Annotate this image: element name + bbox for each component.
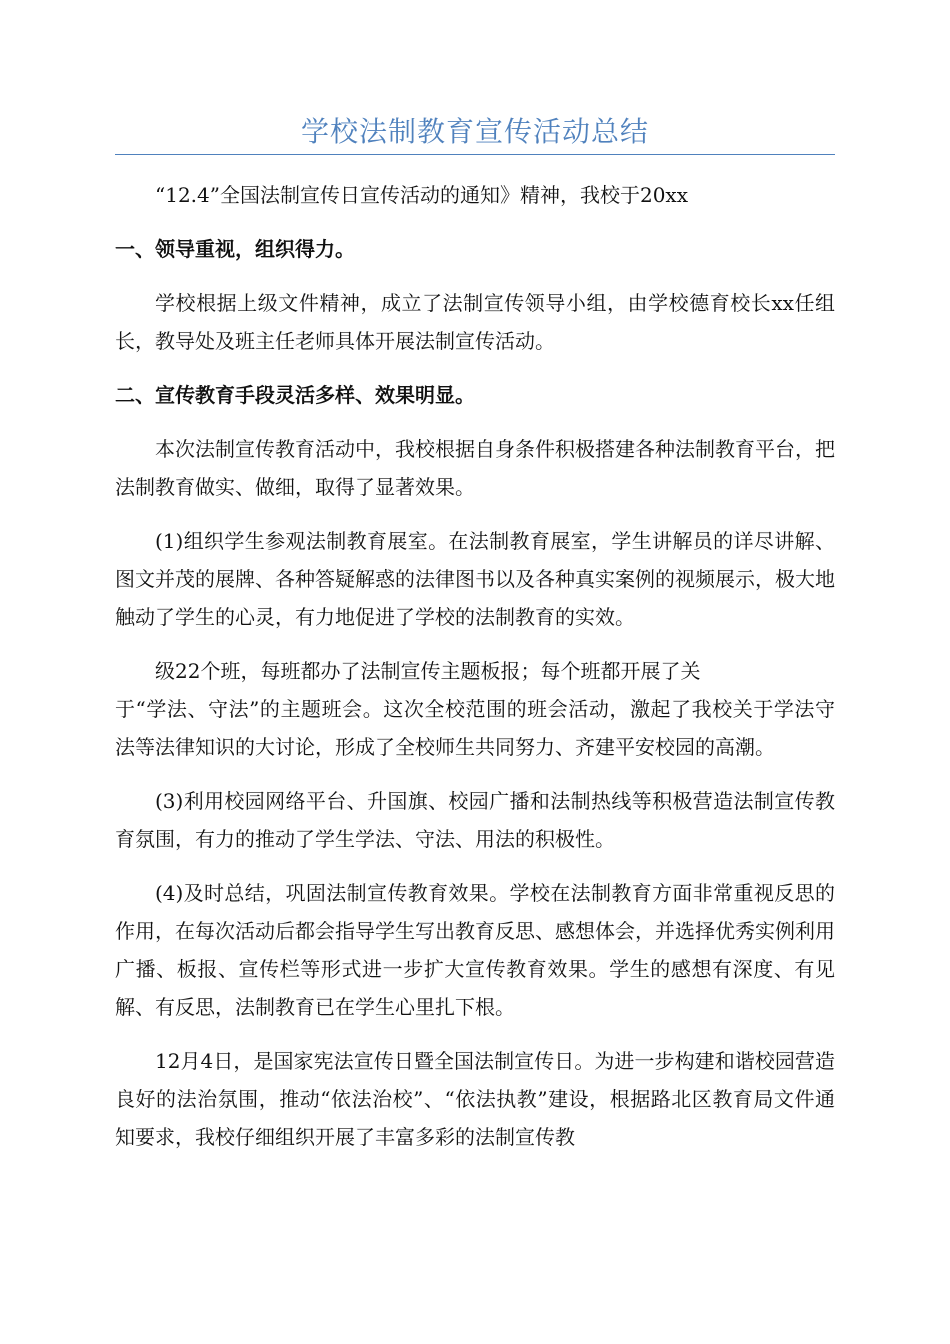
leadership-paragraph: 学校根据上级文件精神，成立了法制宣传领导小组，由学校德育校长xx任组长，教导处及班主任老师具体开展法制宣传活动。 [115, 291, 835, 353]
methods-overview-paragraph: 本次法制宣传教育活动中，我校根据自身条件积极搭建各种法制教育平台，把法制教育做实、做细，取得了显著效果。 [115, 437, 835, 499]
class-board-paragraph [115, 652, 835, 766]
section-heading-leadership: 一、领导重视，组织得力。 [115, 237, 355, 261]
campus-network-paragraph: (3)利用校园网络平台、升国旗、校园广播和法制热线等积极营造法制宣传教育氛围，有力的推动了学生学法、守法、用法的积极性。 [115, 789, 835, 851]
exhibition-paragraph: (1)组织学生参观法制教育展室。在法制教育展室，学生讲解员的详尽讲解、图文并茂的展牌、各种答疑解惑的法律图书以及各种真实案例的视频展示，极大地触动了学生的心灵，有力地促进了学校的法制教育的实效。 [115, 529, 835, 629]
document-body [115, 176, 835, 1172]
intro-paragraph: “12.4”全国法制宣传日宣传活动的通知》精神，我校于20xx [155, 183, 688, 207]
class-board-line-rest: 于“学法、守法”的主题班会。这次全校范围的班会活动，激起了我校关于学法守法等法律知识的大讨论，形成了全校师生共同努力、齐建平安校园的高潮。 [115, 697, 835, 759]
class-board-line-1: 级22个班，每班都办了法制宣传主题板报；每个班都开展了关 [155, 659, 701, 683]
section-heading-methods: 二、宣传教育手段灵活多样、效果明显。 [115, 383, 475, 407]
constitution-day-paragraph: 12月4日，是国家宪法宣传日暨全国法制宣传日。为进一步构建和谐校园营造良好的法治氛围，推动“依法治校”、“依法执教”建设，根据路北区教育局文件通知要求，我校仔细组织开展了丰富多彩的法制宣传教 [115, 1049, 835, 1149]
document-title: 学校法制教育宣传活动总结 [300, 115, 649, 148]
title-underline [115, 154, 835, 155]
summary-reflection-paragraph: (4)及时总结，巩固法制宣传教育效果。学校在法制教育方面非常重视反思的作用，在每次活动后都会指导学生写出教育反思、感想体会，并选择优秀实例利用广播、板报、宣传栏等形式进一步扩大宣传教育效果。学生的感想有深度、有见解、有反思，法制教育已在学生心里扎下根。 [115, 881, 835, 1019]
